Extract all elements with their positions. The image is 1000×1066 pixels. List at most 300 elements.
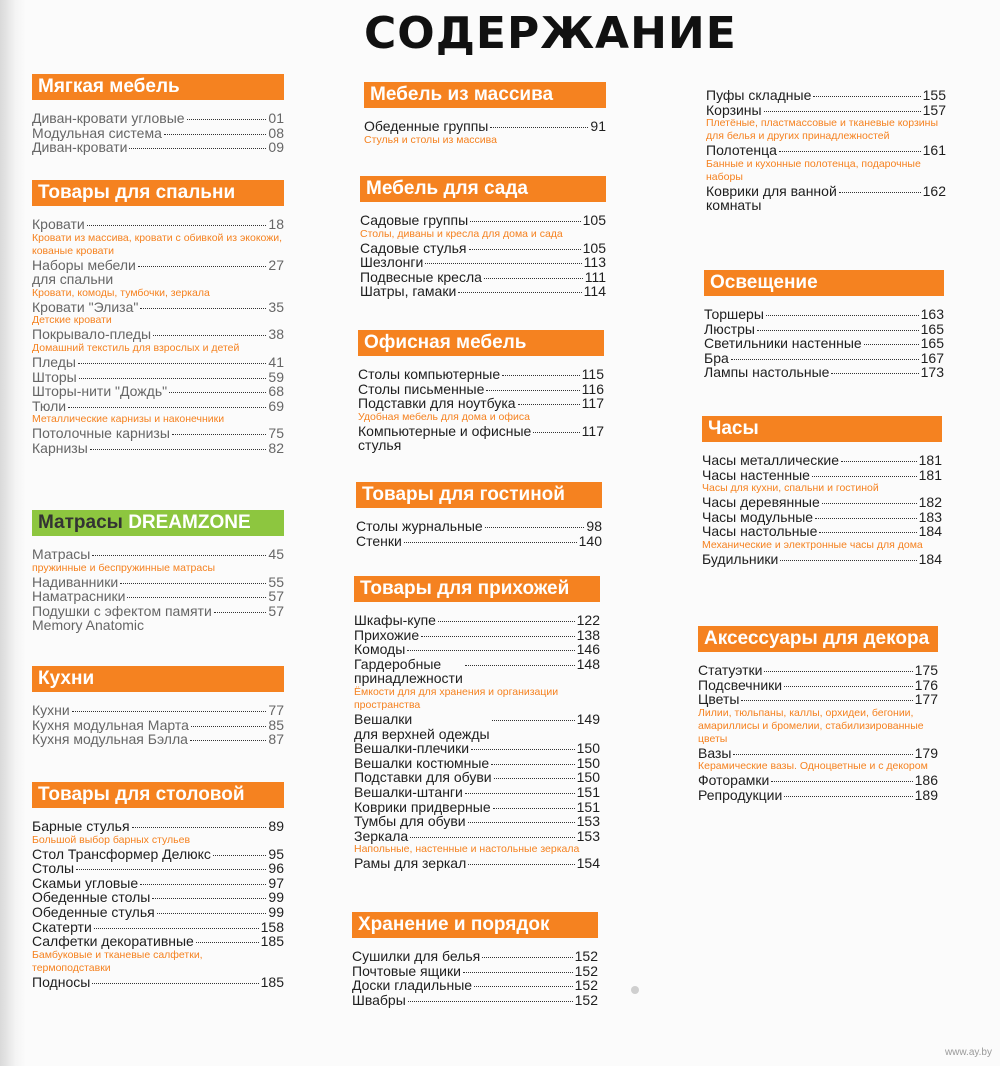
page-number: 173	[920, 364, 944, 381]
entry-title: Будильники	[702, 550, 779, 567]
entry-title: Торшеры	[704, 306, 764, 322]
toc-entry[interactable]	[32, 370, 284, 385]
dot-leader	[92, 555, 266, 556]
entry-title: Подставки для ноутбука	[358, 395, 516, 412]
dot-leader	[493, 808, 575, 809]
entry-title: Лампы настольные	[704, 364, 830, 381]
toc-section	[698, 626, 938, 803]
entry-note: Стулья и столы из массива	[364, 133, 497, 146]
toc-entry[interactable]	[32, 140, 284, 155]
entry-title: Садовые стулья	[360, 239, 467, 256]
entry-title: Светильники настенные	[704, 335, 862, 352]
page-number: 167	[920, 349, 944, 366]
section-header	[32, 666, 284, 692]
paper-mark	[631, 986, 639, 994]
entry-note: Металлические карнизы и наконечники	[32, 413, 225, 426]
toc-entry[interactable]	[698, 746, 938, 761]
page-number: 138	[576, 626, 600, 643]
entry-note: Банные и кухонные полотенца, подарочные наборы	[706, 157, 921, 183]
entry-title: Шторы	[32, 368, 77, 385]
page-number: 154	[576, 855, 600, 872]
toc-entry[interactable]	[352, 964, 598, 979]
dot-leader	[132, 827, 267, 828]
toc-entry[interactable]	[706, 103, 946, 118]
toc-entry[interactable]	[354, 642, 600, 657]
section-header-text: Кухни	[38, 668, 95, 689]
toc-entry[interactable]	[32, 920, 284, 935]
toc-section	[32, 74, 284, 155]
toc-entry[interactable]	[354, 770, 600, 785]
entry-title: Комоды	[354, 641, 406, 658]
entry-title: Подставки для обуви	[354, 769, 492, 786]
toc-entry[interactable]	[32, 111, 284, 126]
page-number: 69	[268, 397, 284, 414]
entry-note: Большой выбор барных стульев	[32, 833, 191, 846]
entry-title: Часы настольные	[702, 523, 818, 540]
dot-leader	[169, 392, 266, 393]
section-header-text: Товары для прихожей	[360, 578, 570, 599]
toc-entry[interactable]	[32, 258, 284, 287]
dot-leader	[764, 671, 912, 672]
entry-list	[32, 703, 284, 747]
entry-title: Вешалки-плечики	[354, 740, 470, 757]
toc-section	[702, 416, 942, 567]
toc-entry[interactable]	[702, 552, 942, 567]
page-number: 105	[582, 239, 606, 256]
toc-entry[interactable]	[32, 426, 284, 441]
toc-entry[interactable]	[698, 773, 938, 788]
entry-title: Карнизы	[32, 439, 88, 456]
dot-leader	[784, 796, 912, 797]
page-number: 75	[268, 425, 284, 442]
entry-title: Вешалки для верхней одежды	[354, 710, 490, 742]
page-number: 158	[260, 918, 284, 935]
page-number: 85	[268, 716, 284, 733]
toc-entry[interactable]	[356, 519, 602, 534]
dot-leader	[518, 404, 580, 405]
entry-title: Вешалки-штанги	[354, 783, 463, 800]
entry-title: Обеденные группы	[364, 118, 489, 134]
entry-title: Фоторамки	[698, 772, 770, 789]
page-number: 149	[576, 710, 600, 727]
page-number: 113	[583, 254, 606, 271]
brand-name: DREAMZONE	[128, 512, 251, 533]
toc-entry[interactable]	[32, 217, 284, 232]
toc-entry[interactable]	[32, 861, 284, 876]
toc-entry[interactable]	[354, 829, 600, 844]
dot-leader	[469, 249, 581, 250]
page-number: 97	[268, 874, 284, 891]
page-number: 152	[574, 948, 598, 964]
toc-entry[interactable]	[702, 524, 942, 539]
toc-section	[352, 912, 598, 1007]
page-number: 184	[918, 550, 942, 567]
page-number: 152	[574, 977, 598, 994]
dot-leader	[784, 686, 913, 687]
entry-title: Столы письменные	[358, 380, 485, 397]
toc-entry[interactable]	[702, 510, 942, 525]
page-number: 95	[268, 845, 284, 862]
toc-entry[interactable]	[352, 949, 598, 964]
toc-entry[interactable]	[32, 441, 284, 456]
toc-section	[32, 782, 284, 989]
page-number: 177	[914, 691, 938, 708]
dot-leader	[771, 781, 912, 782]
entry-title: Салфетки декоративные	[32, 933, 194, 950]
dot-leader	[492, 720, 575, 721]
entry-title: Пуфы складные	[706, 87, 812, 103]
dot-leader	[757, 330, 919, 331]
entry-title: Подушки с эфектом памяти Memory Anatomic	[32, 602, 212, 634]
entry-title: Наборы мебели для спальни	[32, 256, 136, 288]
section-header-text: Товары для гостиной	[362, 484, 565, 505]
toc-entry[interactable]	[32, 384, 284, 399]
entry-title: Доски гладильные	[352, 977, 473, 994]
page-number: 99	[268, 889, 284, 906]
toc-section	[354, 576, 600, 871]
entry-note: Бамбуковые и тканевые салфетки, термоподставки	[32, 948, 203, 974]
entry-title: Тюли	[32, 397, 67, 414]
toc-entry[interactable]	[354, 756, 600, 771]
entry-note: пружинные и беспружинные матрасы	[32, 561, 216, 574]
toc-entry[interactable]	[32, 703, 284, 718]
entry-note: Удобная мебель для дома и офиса	[358, 410, 530, 423]
toc-entry[interactable]	[360, 284, 606, 299]
section-header-text: Товары для столовой	[38, 784, 245, 805]
entry-list	[354, 613, 600, 871]
dot-leader	[831, 373, 918, 374]
entry-title: Подсвечники	[698, 676, 783, 693]
dot-leader	[191, 726, 267, 727]
section-header	[698, 626, 938, 652]
entry-list	[32, 217, 284, 456]
toc-entry[interactable]	[354, 712, 600, 741]
dot-leader	[94, 928, 259, 929]
dot-leader	[779, 151, 921, 152]
section-header	[32, 782, 284, 808]
entry-note: Кровати из массива, кровати с обивкой из экокожи, кованые кровати	[32, 231, 283, 257]
toc-entry[interactable]	[358, 367, 604, 382]
section-header	[358, 330, 604, 356]
dot-leader	[72, 711, 267, 712]
page-number: 82	[268, 439, 284, 456]
entry-title: Статуэтки	[698, 662, 763, 678]
toc-section	[360, 176, 606, 299]
page-number: 176	[914, 676, 938, 693]
dot-leader	[87, 225, 267, 226]
entry-title: Швабры	[352, 991, 406, 1008]
section-header	[356, 482, 602, 508]
toc-entry[interactable]	[698, 663, 938, 678]
section-header-text: Аксессуары для декора	[704, 628, 930, 649]
page-number: 152	[574, 991, 598, 1008]
page-number: 157	[922, 101, 946, 118]
entry-title: Компьютерные и офисные стулья	[358, 422, 532, 454]
toc-section	[32, 510, 284, 633]
toc-entry[interactable]	[32, 890, 284, 905]
entry-note: Домашний текстиль для взрослых и детей	[32, 341, 240, 354]
toc-entry[interactable]	[32, 547, 284, 562]
entry-title: Вешалки костюмные	[354, 754, 490, 771]
page-number: 175	[914, 662, 938, 678]
entry-title: Потолочные карнизы	[32, 425, 170, 442]
page-number: 09	[268, 139, 284, 156]
entry-title: Стол Трансформер Делюкс	[32, 845, 211, 862]
section-header-text: Мебель для сада	[366, 178, 528, 199]
toc-entry[interactable]	[698, 692, 938, 707]
dot-leader	[172, 434, 267, 435]
page-number: 183	[918, 508, 942, 525]
page-title: СОДЕРЖАНИЕ	[364, 8, 737, 59]
page-number: 117	[581, 422, 604, 439]
page-number: 115	[581, 366, 604, 382]
dot-leader	[214, 612, 267, 613]
section-header-text: Освещение	[710, 272, 818, 293]
toc-section	[704, 270, 944, 380]
dot-leader	[76, 869, 266, 870]
entry-title: Барные стулья	[32, 818, 130, 834]
page-number: 99	[268, 903, 284, 920]
dot-leader	[190, 740, 267, 741]
toc-entry[interactable]	[356, 534, 602, 549]
toc-entry[interactable]	[358, 382, 604, 397]
dot-leader	[533, 432, 579, 433]
toc-entry[interactable]	[352, 993, 598, 1008]
page-number: 98	[586, 518, 602, 534]
section-header	[32, 74, 284, 100]
dot-leader	[839, 192, 921, 193]
section-header-text: Хранение и порядок	[358, 914, 550, 935]
entry-list	[32, 547, 284, 633]
dot-leader	[79, 378, 267, 379]
dot-leader	[741, 700, 912, 701]
toc-entry[interactable]	[354, 856, 600, 871]
toc-section	[706, 80, 946, 213]
dot-leader	[153, 335, 266, 336]
dot-leader	[484, 278, 583, 279]
toc-entry[interactable]	[706, 184, 946, 213]
entry-title: Кухня модульная Бэлла	[32, 731, 188, 748]
entry-title: Столы компьютерные	[358, 366, 501, 382]
toc-entry[interactable]	[358, 396, 604, 411]
entry-title: Матрасы	[32, 546, 91, 562]
dot-leader	[490, 127, 588, 128]
toc-entry[interactable]	[32, 300, 284, 315]
dot-leader	[465, 665, 575, 666]
dot-leader	[474, 986, 573, 987]
toc-entry[interactable]	[360, 270, 606, 285]
entry-note: Часы для кухни, спальни и гостиной	[702, 482, 879, 495]
page-number: 161	[922, 142, 946, 159]
page-number: 38	[268, 326, 284, 343]
toc-entry[interactable]	[704, 322, 944, 337]
page-number: 01	[268, 110, 284, 126]
dot-leader	[819, 532, 916, 533]
toc-entry[interactable]	[32, 876, 284, 891]
dot-leader	[157, 913, 267, 914]
entry-title: Полотенца	[706, 142, 777, 159]
toc-entry[interactable]	[364, 119, 606, 134]
entry-title: Рамы для зеркал	[354, 855, 467, 872]
toc-entry[interactable]	[354, 741, 600, 756]
toc-entry[interactable]	[354, 800, 600, 815]
page-number: 150	[576, 754, 600, 771]
page-number: 57	[268, 602, 284, 619]
entry-title: Почтовые ящики	[352, 962, 461, 979]
toc-entry[interactable]	[32, 355, 284, 370]
dot-leader	[822, 503, 917, 504]
dot-leader	[491, 764, 574, 765]
toc-entry[interactable]	[706, 88, 946, 103]
entry-title: Шатры, гамаки	[360, 283, 457, 300]
toc-entry[interactable]	[32, 732, 284, 747]
entry-title: Коврики для ванной комнаты	[706, 182, 837, 214]
toc-entry[interactable]	[354, 628, 600, 643]
entry-title: Часы деревянные	[702, 494, 820, 511]
page-number: 153	[576, 813, 600, 830]
section-header-text: Мебель из массива	[370, 84, 554, 105]
entry-note: Столы, диваны и кресла для дома и сада	[360, 227, 563, 240]
toc-entry[interactable]	[354, 785, 600, 800]
toc-entry[interactable]	[32, 126, 284, 141]
section-header-text: Товары для спальни	[38, 182, 236, 203]
toc-entry[interactable]	[358, 424, 604, 453]
entry-title: Диван-кровати	[32, 139, 128, 156]
page-number: 148	[576, 655, 600, 672]
page-number: 184	[918, 523, 942, 540]
entry-note: Керамические вазы. Одноцветные и с декором	[698, 760, 928, 773]
entry-title: Подвесные кресла	[360, 268, 482, 285]
entry-title: Стенки	[356, 532, 402, 549]
toc-entry[interactable]	[698, 788, 938, 803]
toc-entry[interactable]	[704, 351, 944, 366]
page-number: 140	[578, 532, 602, 549]
dot-leader	[815, 518, 917, 519]
entry-title: Диван-кровати угловые	[32, 110, 185, 126]
entry-note: Напольные, настенные и настольные зеркала	[354, 843, 580, 856]
toc-entry[interactable]	[704, 365, 944, 380]
toc-entry[interactable]	[32, 589, 284, 604]
watermark: www.ay.by	[944, 1047, 992, 1058]
entry-note: Механические и электронные часы для дома	[702, 538, 923, 551]
page-number: 153	[576, 827, 600, 844]
toc-entry[interactable]	[360, 241, 606, 256]
toc-entry[interactable]	[354, 814, 600, 829]
entry-title: Шкафы-купе	[354, 612, 436, 628]
entry-title: Шезлонги	[360, 254, 424, 271]
page-number: 150	[576, 769, 600, 786]
dot-leader	[164, 134, 267, 135]
entry-title: Зеркала	[354, 827, 409, 844]
entry-title: Тумбы для обуви	[354, 813, 466, 830]
toc-entry[interactable]	[698, 678, 938, 693]
dot-leader	[470, 221, 580, 222]
entry-list	[356, 519, 602, 548]
page-number: 150	[576, 740, 600, 757]
dot-leader	[482, 957, 572, 958]
dot-leader	[486, 390, 579, 391]
toc-entry[interactable]	[32, 575, 284, 590]
section-header	[704, 270, 944, 296]
toc-entry[interactable]	[32, 604, 284, 633]
toc-entry[interactable]	[704, 336, 944, 351]
page-number: 189	[914, 786, 938, 803]
dot-leader	[864, 344, 919, 345]
toc-entry[interactable]	[32, 905, 284, 920]
entry-title: Корзины	[706, 101, 762, 118]
page-number: 41	[268, 353, 284, 370]
dot-leader	[421, 636, 575, 637]
toc-section	[32, 666, 284, 747]
section-header	[32, 510, 284, 536]
toc-entry[interactable]	[352, 978, 598, 993]
page-number: 91	[590, 118, 606, 134]
entry-title: Надиванники	[32, 573, 119, 590]
page-number: 163	[920, 306, 944, 322]
entry-list	[364, 119, 606, 147]
toc-entry[interactable]	[706, 143, 946, 158]
section-header-text: Мягкая мебель	[38, 76, 180, 97]
toc-entry[interactable]	[702, 495, 942, 510]
page-number: 151	[576, 798, 600, 815]
toc-entry[interactable]	[702, 453, 942, 468]
toc-section	[358, 330, 604, 453]
toc-entry[interactable]	[702, 468, 942, 483]
dot-leader	[138, 266, 267, 267]
entry-note: Ёмкости для для хранения и организации пространства	[354, 685, 559, 711]
entry-title: Обеденные стулья	[32, 903, 155, 920]
entry-title: Вазы	[698, 744, 732, 761]
section-header	[360, 176, 606, 202]
toc-entry[interactable]	[32, 975, 284, 990]
toc-entry[interactable]	[360, 255, 606, 270]
toc-section	[32, 180, 284, 456]
dot-leader	[465, 793, 575, 794]
page-number: 117	[581, 395, 604, 412]
dot-leader	[78, 363, 266, 364]
toc-entry[interactable]	[704, 307, 944, 322]
dot-leader	[458, 292, 581, 293]
page-number: 96	[268, 860, 284, 877]
page-number: 105	[582, 212, 606, 228]
entry-title: Садовые группы	[360, 212, 469, 228]
dot-leader	[766, 315, 919, 316]
section-header-text: Часы	[708, 418, 759, 439]
dot-leader	[196, 942, 259, 943]
page-number: 55	[268, 573, 284, 590]
toc-entry[interactable]	[32, 327, 284, 342]
section-header-text: Матрасы	[38, 512, 129, 533]
toc-entry[interactable]	[354, 613, 600, 628]
entry-title: Бра	[704, 349, 729, 366]
toc-section	[364, 82, 606, 147]
page-number: 27	[268, 256, 284, 273]
dot-leader	[127, 597, 266, 598]
dot-leader	[733, 754, 912, 755]
toc-entry[interactable]	[32, 819, 284, 834]
toc-entry[interactable]	[32, 934, 284, 949]
dot-leader	[502, 375, 580, 376]
entry-list	[704, 307, 944, 380]
page-number: 165	[920, 335, 944, 352]
toc-entry[interactable]	[32, 399, 284, 414]
dot-leader	[92, 983, 258, 984]
toc-entry[interactable]	[32, 718, 284, 733]
toc-entry[interactable]	[32, 847, 284, 862]
toc-entry[interactable]	[360, 213, 606, 228]
toc-entry[interactable]	[354, 657, 600, 686]
page-number: 181	[918, 452, 942, 468]
